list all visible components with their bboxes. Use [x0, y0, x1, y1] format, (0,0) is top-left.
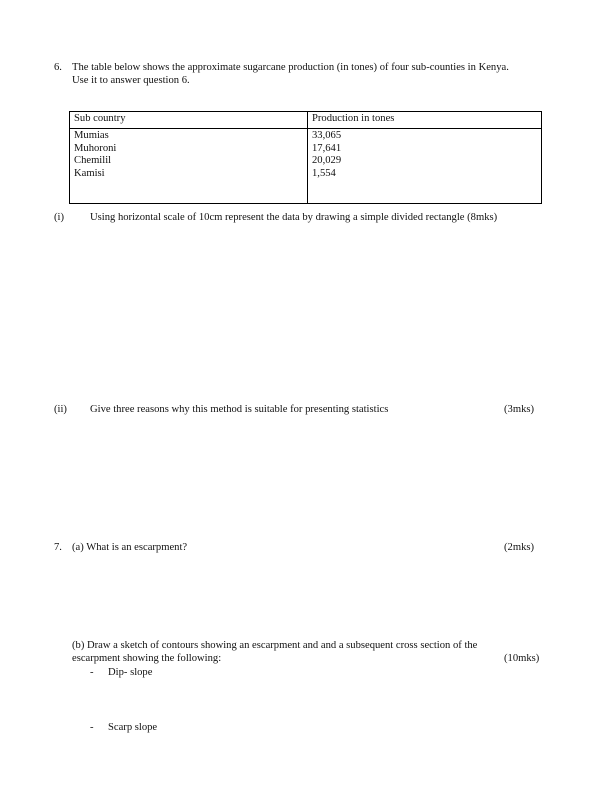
bullet-dash: - — [90, 722, 94, 733]
production-values — [308, 129, 542, 204]
part-ii-text: Give three reasons why this method is suitable for presenting statistics — [90, 404, 389, 415]
part-a-marks: (2mks) — [504, 542, 535, 553]
table-cell-value: 1,554 — [312, 167, 336, 179]
table-cell-value: 17,641 — [312, 142, 342, 154]
part-b-line2: escarpment showing the following: — [72, 653, 222, 664]
part-b-line1: (b) Draw a sketch of contours showing an escarpment and and a subsequent cross section of the — [72, 640, 478, 651]
table-header-row — [70, 112, 542, 129]
question-6-number: 6. — [54, 62, 62, 73]
table-cell-name: Muhoroni — [74, 142, 117, 154]
table-cell-name: Chemilil — [74, 155, 112, 167]
part-i-label: (i) — [54, 212, 64, 223]
table-cell-value: 20,029 — [312, 155, 342, 167]
table-cell-value: 33,065 — [312, 130, 342, 141]
part-i-text: Using horizontal scale of 10cm represent the data by drawing a simple divided rectangle (8mks) — [90, 212, 498, 223]
sub-county-names — [70, 129, 308, 204]
header-production: Production in tones — [308, 112, 542, 129]
header-sub-country: Sub country — [70, 112, 308, 129]
part-b-marks: (10mks) — [504, 653, 540, 664]
production-table — [69, 111, 542, 204]
question-6-text-line1: The table below shows the approximate sugarcane production (in tones) of four sub-counties in Kenya. — [72, 62, 509, 73]
list-item-dip-slope: Dip- slope — [108, 667, 153, 678]
table-body-row — [70, 129, 542, 204]
bullet-dash: - — [90, 667, 94, 678]
question-7-number: 7. — [54, 542, 62, 553]
part-ii-marks: (3mks) — [504, 404, 535, 415]
question-6-text-line2: Use it to answer question 6. — [72, 75, 190, 86]
list-item-scarp-slope: Scarp slope — [108, 722, 158, 733]
part-ii-label: (ii) — [54, 404, 67, 415]
table-cell-name: Mumias — [74, 130, 109, 141]
part-a-text: (a) What is an escarpment? — [72, 542, 188, 553]
table-cell-name: Kamisi — [74, 167, 105, 179]
